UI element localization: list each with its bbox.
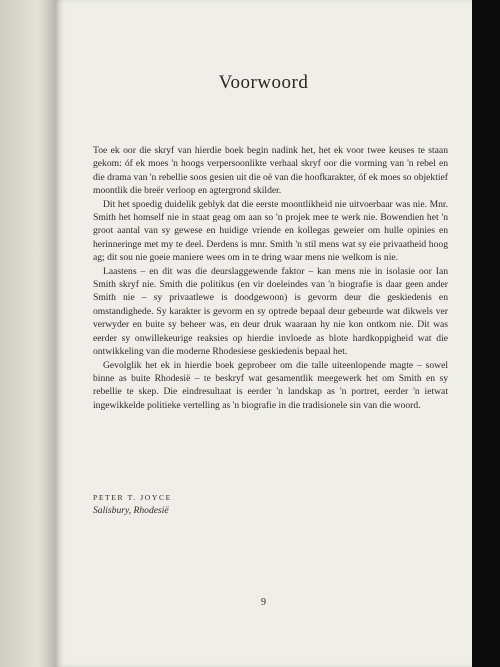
previous-page-edge — [0, 0, 55, 667]
author-name: PETER T. JOYCE — [93, 493, 172, 502]
paragraph-4: Gevolglik het ek in hierdie boek geprobeer om die talle uiteenlopende magte – sowel binne as buite Rhodesië – te beskryf wat gesamentlik meegewerk het om Smith en sy rebellie te skep. Die eindresultaat is eerder 'n landskap as 'n portret, eerder 'n ietwat ingewikkelde politieke vertelling as 'n biografie in die tradisionele sin van die woord. — [93, 359, 448, 411]
paragraph-3: Laastens – en dit was die deurslaggewende faktor – kan mens nie in isolasie oor Ian Smith skryf nie. Smith die politikus (en vir doeleindes van 'n biografie is daar geen ander Smith nie – sy privaatlewe is doodgewoon) is gevorm deur die geskiedenis en omstandighede. Sy karakter is gevorm en sy optrede bepaal deur gebeurde wat dikwels ver verwyder en buite sy beheer was, en deur druk waaraan hy nie kon ontkom nie. Dit was eerder sy onwillekeurige reaksies op hierdie invloede as blote hardkoppigheid wat die ontwikkeling van die moderne Rhodesiese geskiedenis bepaal het. — [93, 265, 448, 358]
author-place: Salisbury, Rhodesië — [93, 505, 169, 516]
page-title: Voorwoord — [218, 72, 309, 93]
signature-block — [93, 492, 172, 517]
paragraph-1: Toe ek oor die skryf van hierdie boek begin nadink het, het ek voor twee keuses te staan gekom: óf ek moes 'n hoogs verpersoonlikte verhaal skryf oor die vorming van 'n rebel en die drama van 'n rebellie soos gesien uit die oë van die hoofkarakter, óf ek moes so objektief moontlik die breër verloop en agtergrond skilder. — [93, 145, 448, 197]
paragraph-2: Dit het spoedig duidelik geblyk dat die eerste moontlikheid nie uitvoerbaar was nie. Mnr. Smith het homself nie in staat geag om aan so 'n projek mee te werk nie. Bowendien het 'n groot aantal van sy gewese en huidige vriende en kollegas geweier om hulle opinies en herinneringe met my te deel. Derdens is mnr. Smith 'n stil mens wat sy eie privaatheid hoog ag; dit sou nie goeie maniere wees om in te dring waar mens nie welkom is nie. — [93, 198, 448, 264]
book-page — [55, 0, 472, 667]
page-number: 9 — [261, 597, 266, 608]
body-text — [93, 144, 448, 412]
